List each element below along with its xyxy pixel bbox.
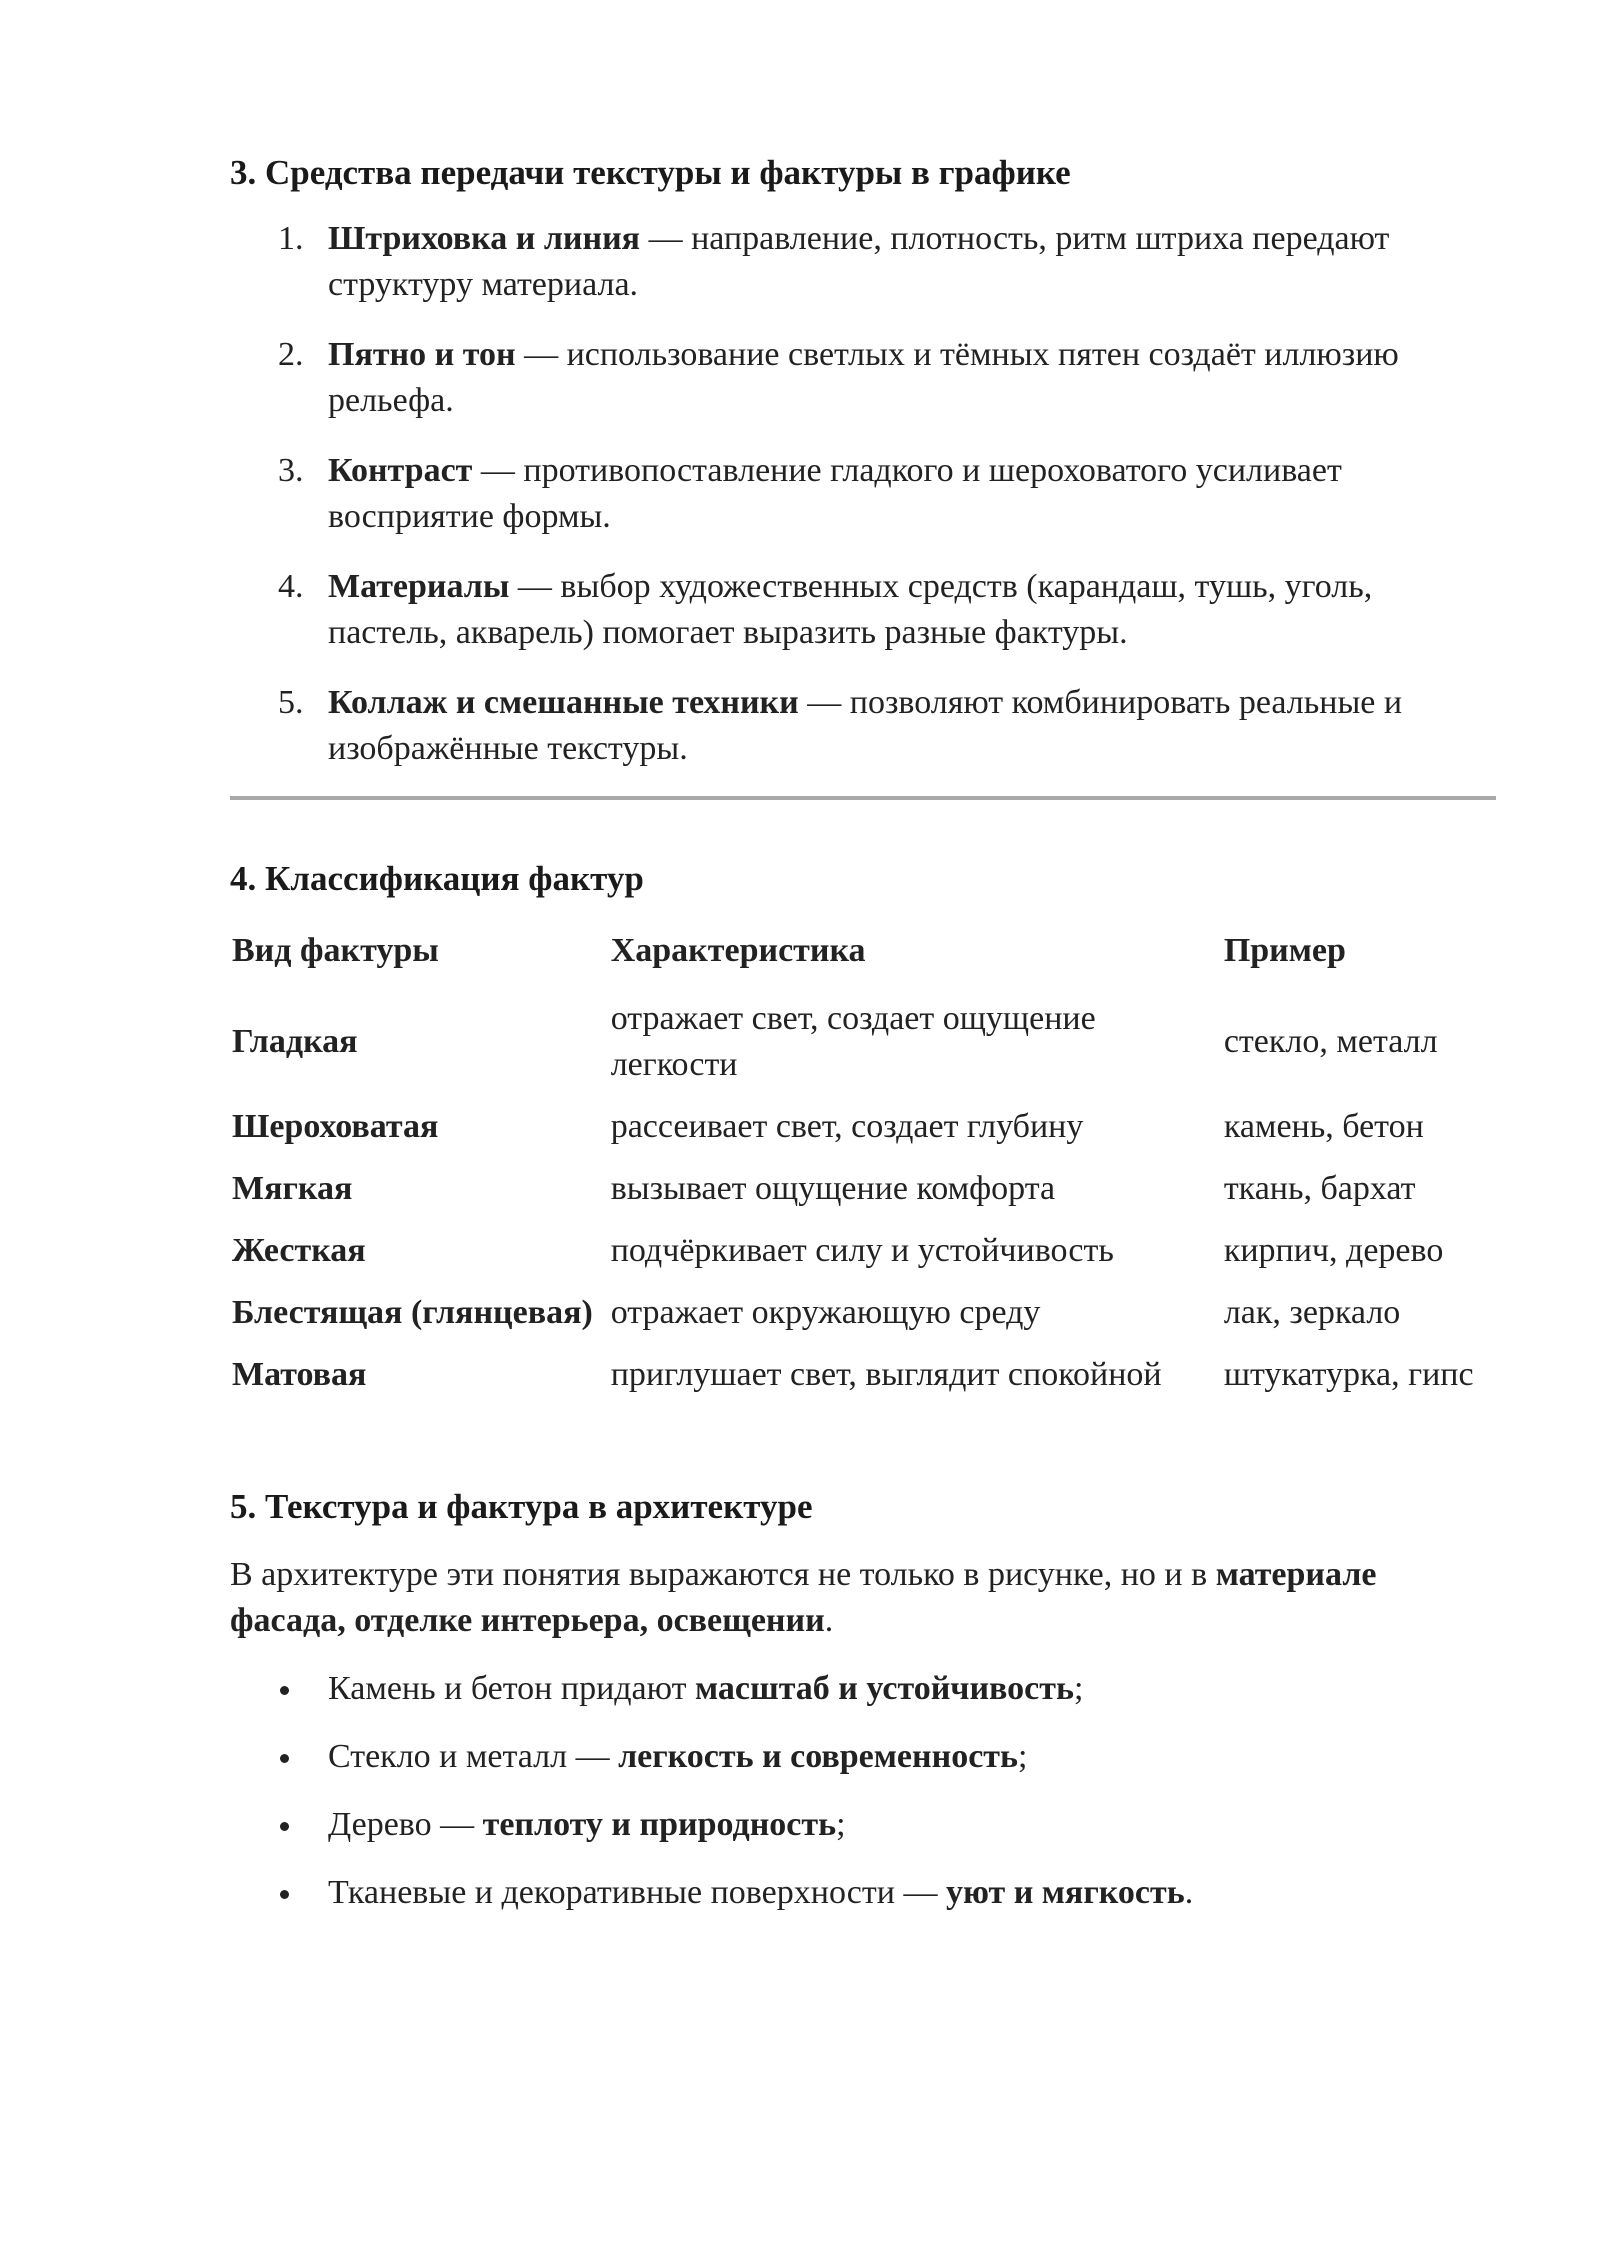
table-cell-characteristic: отражает свет, создает ощущение легкости bbox=[610, 1000, 1096, 1083]
table-cell-example: камень, бетон bbox=[1223, 1108, 1424, 1145]
bullet-end: . bbox=[1184, 1874, 1194, 1911]
table-row bbox=[230, 1344, 1496, 1406]
means-list bbox=[230, 216, 1496, 772]
bullet-icon bbox=[280, 1890, 289, 1899]
table-cell-characteristic: рассеивает свет, создает глубину bbox=[610, 1108, 1084, 1145]
table-cell-kind: Жесткая bbox=[232, 1232, 366, 1269]
section-5-title: 5. Текстура и фактура в архитектуре bbox=[230, 1487, 813, 1526]
table-row bbox=[230, 1096, 1496, 1158]
bullet-bold-text: уют и мягкость bbox=[945, 1874, 1185, 1911]
table-header-row bbox=[230, 922, 1496, 988]
bullet-icon bbox=[280, 1822, 289, 1831]
table-cell-example: штукатурка, гипс bbox=[1223, 1356, 1474, 1393]
list-item-term: Материалы bbox=[328, 568, 510, 605]
section-5-intro bbox=[230, 1552, 1496, 1644]
list-item-term: Пятно и тон bbox=[328, 336, 516, 373]
list-item-number: 1. bbox=[278, 220, 304, 257]
bullet-text: Стекло и металл — bbox=[328, 1738, 619, 1775]
list-item-text: — позволяют комбинировать реальные и изображённые текстуры. bbox=[328, 684, 1403, 767]
horizontal-divider bbox=[230, 796, 1496, 800]
table-cell-characteristic: приглушает свет, выглядит спокойной bbox=[610, 1356, 1162, 1393]
table-row bbox=[230, 988, 1496, 1096]
table-cell-kind: Матовая bbox=[232, 1356, 367, 1393]
column-header: Характеристика bbox=[610, 932, 866, 969]
table-cell-example: стекло, металл bbox=[1223, 1023, 1438, 1060]
intro-bold-text: материале фасада, отделке интерьера, освещении bbox=[230, 1556, 1377, 1639]
table-cell-characteristic: вызывает ощущение комфорта bbox=[610, 1170, 1056, 1207]
intro-end: . bbox=[824, 1602, 834, 1639]
table-cell-characteristic: отражает окружающую среду bbox=[610, 1294, 1041, 1331]
column-header: Вид фактуры bbox=[232, 932, 439, 969]
table-row bbox=[230, 1220, 1496, 1282]
bullet-end: ; bbox=[1073, 1670, 1084, 1707]
list-item bbox=[230, 680, 1496, 772]
list-item-number: 2. bbox=[278, 336, 304, 373]
list-item-term: Коллаж и смешанные техники bbox=[328, 684, 799, 721]
list-item bbox=[230, 216, 1496, 308]
section-4-title: 4. Классификация фактур bbox=[230, 859, 644, 898]
architecture-bullet-list bbox=[230, 1666, 1496, 1916]
list-item bbox=[230, 1802, 1496, 1848]
table-cell-characteristic: подчёркивает силу и устойчивость bbox=[610, 1232, 1114, 1269]
list-item bbox=[230, 1870, 1496, 1916]
section-3-title: 3. Средства передачи текстуры и фактуры в графике bbox=[230, 153, 1071, 192]
intro-text: В архитектуре эти понятия выражаются не только в рисунке, но и в bbox=[230, 1556, 1216, 1593]
list-item-text: — направление, плотность, ритм штриха передают структуру материала. bbox=[328, 220, 1390, 303]
bullet-icon bbox=[280, 1754, 289, 1763]
table-cell-kind: Шероховатая bbox=[232, 1108, 439, 1145]
table-cell-kind: Блестящая (глянцевая) bbox=[232, 1294, 593, 1331]
table-cell-kind: Мягкая bbox=[232, 1170, 353, 1207]
table-cell-example: ткань, бархат bbox=[1223, 1170, 1416, 1207]
list-item-term: Штриховка и линия bbox=[328, 220, 641, 257]
list-item-term: Контраст bbox=[328, 452, 473, 489]
bullet-text: Камень и бетон придают bbox=[328, 1670, 695, 1707]
list-item bbox=[230, 1666, 1496, 1712]
table-cell-example: лак, зеркало bbox=[1223, 1294, 1401, 1331]
list-item-number: 4. bbox=[278, 568, 304, 605]
list-item bbox=[230, 1734, 1496, 1780]
bullet-end: ; bbox=[1017, 1738, 1028, 1775]
bullet-end: ; bbox=[836, 1806, 846, 1843]
bullet-text: Тканевые и декоративные поверхности — bbox=[328, 1874, 946, 1911]
list-item-text: — противопоставление гладкого и шероховатого усиливает восприятие формы. bbox=[328, 452, 1342, 535]
list-item bbox=[230, 332, 1496, 424]
bullet-icon bbox=[280, 1686, 289, 1695]
texture-classification-table bbox=[230, 922, 1496, 1406]
list-item-number: 5. bbox=[278, 684, 304, 721]
list-item-text: — использование светлых и тёмных пятен создаёт иллюзию рельефа. bbox=[328, 336, 1399, 419]
table-cell-example: кирпич, дерево bbox=[1223, 1232, 1444, 1269]
column-header: Пример bbox=[1223, 932, 1346, 969]
table-cell-kind: Гладкая bbox=[232, 1023, 358, 1060]
bullet-text: Дерево — bbox=[328, 1806, 483, 1843]
bullet-bold-text: масштаб и устойчивость bbox=[694, 1670, 1074, 1707]
list-item-number: 3. bbox=[278, 452, 304, 489]
document-page bbox=[230, 150, 1496, 1938]
table-row bbox=[230, 1282, 1496, 1344]
table-row bbox=[230, 1158, 1496, 1220]
bullet-bold-text: легкость и современность bbox=[618, 1738, 1018, 1775]
list-item bbox=[230, 564, 1496, 656]
list-item bbox=[230, 448, 1496, 540]
list-item-text: — выбор художественных средств (карандаш, тушь, уголь, пастель, акварель) помогает выразить разные фактуры. bbox=[328, 568, 1373, 651]
bullet-bold-text: теплоту и природность bbox=[482, 1806, 837, 1843]
